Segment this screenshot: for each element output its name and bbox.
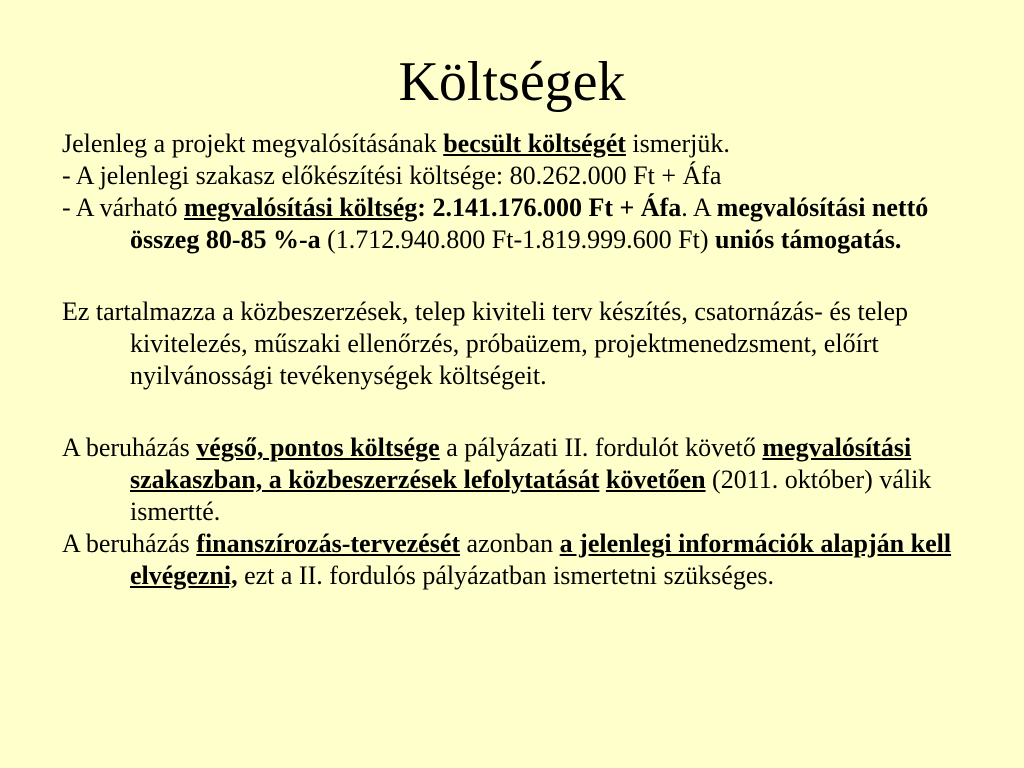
final-cost-emphasis: végső, pontos költsége	[196, 433, 440, 462]
net-amount-percentage: megvalósítási nettó összeg 80-85 %-a	[130, 193, 929, 254]
slide-title: Költségek	[398, 51, 626, 113]
paragraph-estimated-cost: Jelenleg a projekt megvalósításának becsült költségét ismerjük.	[62, 129, 730, 158]
spacer	[62, 392, 962, 432]
following-emphasis: követően	[605, 465, 706, 494]
spacer	[62, 256, 962, 296]
paragraph-final-cost: A beruházás végső, pontos költsége a pályázati II. fordulót követő megvalósítási szakaszban, a közbeszerzések lefolytatását követően (2011. október) válik ismertté.	[62, 433, 932, 526]
eu-support-emphasis: uniós támogatás.	[714, 225, 902, 254]
paragraph-preparation-cost: - A jelenlegi szakasz előkészítési költsége: 80.262.000 Ft + Áfa	[62, 161, 722, 190]
slide-body	[62, 128, 962, 592]
estimated-cost-emphasis: becsült költségét	[443, 129, 626, 158]
financing-planning-emphasis: finanszírozás-tervezését	[196, 529, 461, 558]
paragraph-financing-planning: A beruházás finanszírozás-tervezését azonban a jelenlegi információk alapján kell elvégezni, ezt a II. fordulós pályázatban ismertetni szükséges.	[62, 529, 952, 590]
implementation-cost-amount: : 2.141.176.000 Ft + Áfa	[417, 193, 682, 222]
implementation-cost-emphasis: megvalósítási költség	[184, 193, 418, 222]
implementation-phase-emphasis: megvalósítási szakaszban, a közbeszerzések lefolytatását	[130, 433, 912, 494]
current-information-emphasis: a jelenlegi információk alapján kell elvégezni,	[130, 529, 952, 590]
paragraph-implementation-cost: - A várható megvalósítási költség: 2.141.176.000 Ft + Áfa. A megvalósítási nettó összeg 80-85 %-a (1.712.940.800 Ft-1.819.999.600 Ft) uniós támogatás.	[62, 193, 929, 254]
paragraph-cost-contents: Ez tartalmazza a közbeszerzések, telep kiviteli terv készítés, csatornázás- és telep kivitelezés, műszaki ellenőrzés, próbaüzem, projektmenedzsment, előírt nyilvánossági tevékenységek költségeit.	[62, 297, 909, 390]
